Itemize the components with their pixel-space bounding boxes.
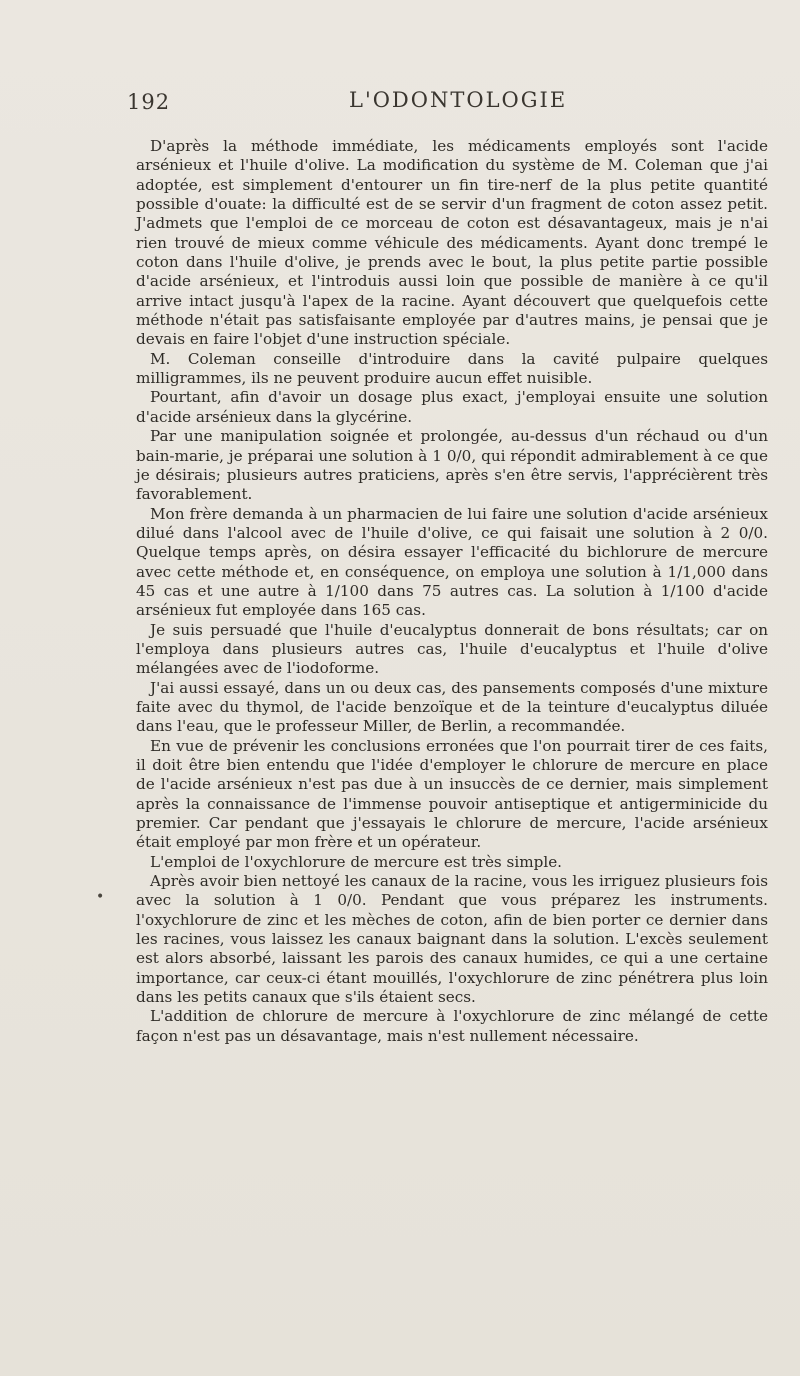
paragraph: L'emploi de l'oxychlorure de mercure est très simple. [150,852,563,871]
running-title: L'ODONTOLOGIE [349,88,568,112]
paragraph: Pourtant, afin d'avoir un dosage plus exact, j'employai ensuite une solution d'acide arsénieux dans la glycérine. [136,388,768,426]
paragraph: L'addition de chlorure de mercure à l'oxychlorure de zinc mélangé de cette façon n'est pas un désavantage, mais n'est nullement nécessaire. [136,1007,768,1045]
paragraph: Par une manipulation soignée et prolongée, au-dessus d'un réchaud ou d'un bain-marie, je préparai une solution à 1 0/0, qui répondit admirablement à ce que je désirais; plusieurs autres praticiens, après s'en être servis, l'apprécièrent très favorablement. [136,427,768,504]
paragraph: J'ai aussi essayé, dans un ou deux cas, des pansements composés d'une mixture faite avec du thymol, de l'acide benzoïque et de la teinture d'eucalyptus diluée dans l'eau, que le professeur Miller, de Berlin, a recommandée. [136,678,768,736]
paragraph: Mon frère demanda à un pharmacien de lui faire une solution d'acide arsénieux dilué dans l'alcool avec de l'huile d'olive, ce qui faisait une solution à 2 0/0. Quelque temps après, on désira essayer l'efficacité du bichlorure de mercure avec cette méthode et, en conséquence, on employa une solution à 1/1,000 dans 45 cas et une autre à 1/100 dans 75 autres cas. La solution à 1/100 d'acide arsénieux fut employée dans 165 cas. [136,504,768,620]
paragraph: En vue de prévenir les conclusions erronées que l'on pourrait tirer de ces faits, il doit être bien entendu que l'idée d'employer le chlorure de mercure en place de l'acide arsénieux n'est pas due à un insuccès de ce dernier, mais simplement après la connaissance de l'immense pouvoir antiseptique et antigerminicide du premier. Car pendant que j'essayais le chlorure de mercure, l'acide arsénieux était employé par mon frère et un opérateur. [136,736,768,852]
margin-mark: • [96,889,105,905]
page-header [127,88,772,118]
paragraph: M. Coleman conseille d'introduire dans la cavité pulpaire quelques milligrammes, ils ne peuvent produire aucun effet nuisible. [136,349,768,388]
body-text [136,137,768,1046]
paragraph: Après avoir bien nettoyé les canaux de la racine, vous les irriguez plusieurs fois avec la solution à 1 0/0. Pendant que vous préparez les instruments. l'oxychlorure de zinc et les mèches de coton, afin de bien porter ce dernier dans les racines, vous laissez les canaux baignant dans la solution. L'excès seulement est alors absorbé, laissant les parois des canaux humides, ce qui a une certaine importance, car ceux-ci étant mouillés, l'oxychlorure de zinc pénétrera plus loin dans les petits canaux que s'ils étaient secs. [136,872,768,1007]
page-number: 192 [127,90,171,114]
paragraph: Je suis persuadé que l'huile d'eucalyptus donnerait de bons résultats; car on l'employa dans plusieurs autres cas, l'huile d'eucalyptus et l'huile d'olive mélangées avec de l'iodoforme. [136,620,768,678]
paragraph: D'après la méthode immédiate, les médicaments employés sont l'acide arsénieux et l'huile d'olive. La modification du système de M. Coleman que j'ai adoptée, est simplement d'entourer un fin tire-nerf de la plus petite quantité possible d'ouate: la difficulté est de se servir d'un fragment de coton assez petit. J'admets que l'emploi de ce morceau de coton est désavantageux, mais je n'ai rien trouvé de mieux comme véhicule des médicaments. Ayant donc trempé le coton dans l'huile d'olive, je prends avec le bout, la plus petite partie possible d'acide arsénieux, et l'introduis aussi loin que possible de manière à ce qu'il arrive intact jusqu'à l'apex de la racine. Ayant découvert que quelquefois cette méthode n'était pas satisfaisante employée par d'autres mains, je pensai que je devais en faire l'objet d'une instruction spéciale. [136,137,768,349]
